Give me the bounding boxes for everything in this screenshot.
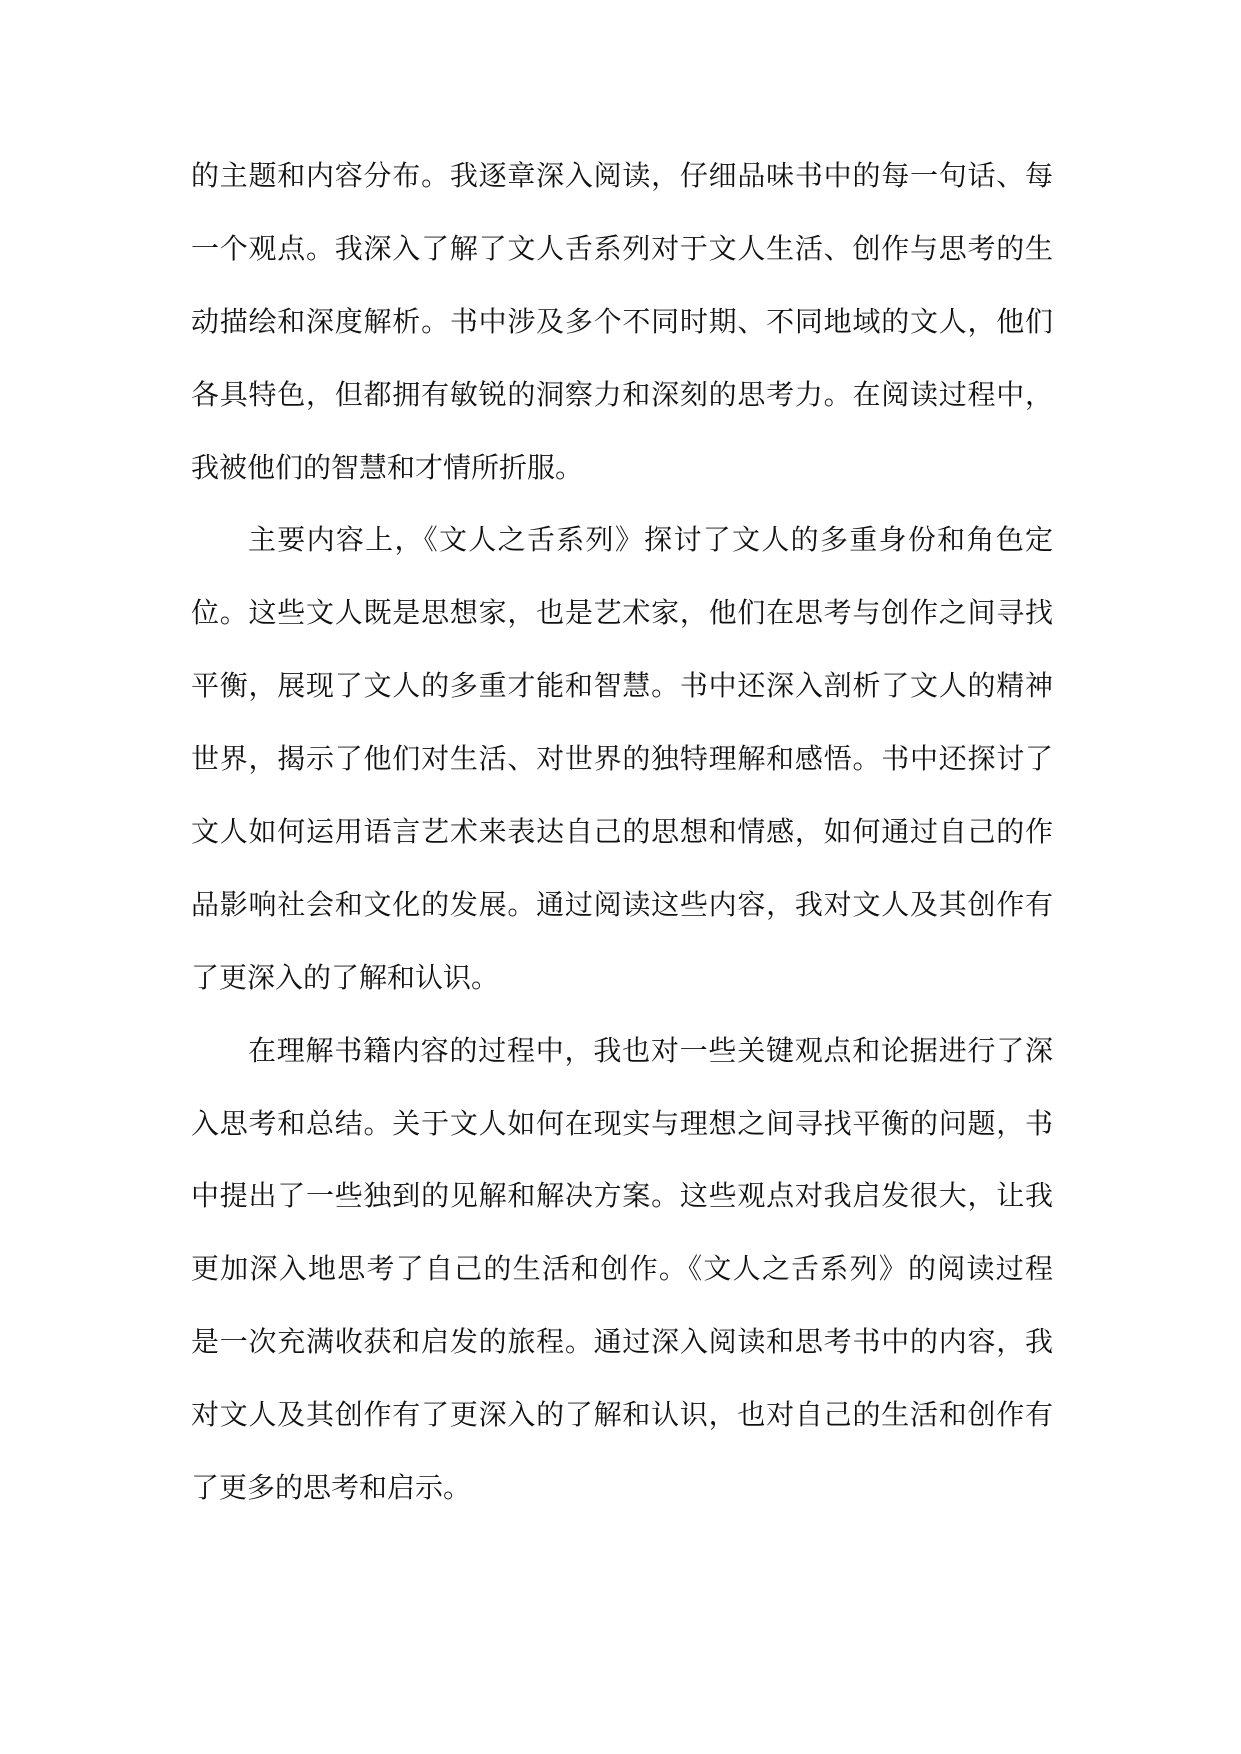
text-line: 的主题和内容分布。我逐章深入阅读，仔细品味书中的每一句话、每: [191, 159, 1053, 192]
text-line: 一个观点。我深入了解了文人舌系列对于文人生活、创作与思考的生: [191, 231, 1053, 265]
text-line: 文人如何运用语言艺术来表达自己的思想和情感，如何通过自己的作: [191, 815, 1053, 849]
text-line: 更加深入地思考了自己的生活和创作。《文人之舌系列》的阅读过程: [191, 1252, 1053, 1286]
text-line: 在理解书籍内容的过程中，我也对一些关键观点和论据进行了深: [248, 1033, 1053, 1067]
paragraph-3: [191, 1015, 1053, 1525]
text-line: 了更深入的了解和认识。: [191, 960, 500, 994]
text-line: 是一次充满收获和启发的旅程。通过深入阅读和思考书中的内容，我: [191, 1325, 1053, 1359]
text-line: 世界，揭示了他们对生活、对世界的独特理解和感悟。书中还探讨了: [191, 742, 1053, 776]
text-line: 我被他们的智慧和才情所折服。: [191, 450, 584, 484]
text-line: 对文人及其创作有了更深入的了解和认识，也对自己的生活和创作有: [191, 1398, 1053, 1432]
text-line: 品影响社会和文化的发展。通过阅读这些内容，我对文人及其创作有: [191, 887, 1053, 921]
text-line: 入思考和总结。关于文人如何在现实与理想之间寻找平衡的问题，书: [191, 1106, 1053, 1140]
text-line: 了更多的思考和启示。: [191, 1471, 472, 1505]
text-line: 动描绘和深度解析。书中涉及多个不同时期、不同地域的文人，他们: [191, 304, 1053, 338]
body-text: [191, 140, 1053, 1525]
paragraph-2: [191, 504, 1053, 1014]
text-line: 各具特色，但都拥有敏锐的洞察力和深刻的思考力。在阅读过程中，: [191, 377, 1053, 411]
text-line: 平衡，展现了文人的多重才能和智慧。书中还深入剖析了文人的精神: [191, 669, 1053, 703]
paragraph-1: [191, 140, 1053, 504]
text-line: 中提出了一些独到的见解和解决方案。这些观点对我启发很大，让我: [191, 1179, 1053, 1213]
text-line: 主要内容上，《文人之舌系列》探讨了文人的多重身份和角色定: [248, 523, 1053, 557]
text-line: 位。这些文人既是思想家，也是艺术家，他们在思考与创作之间寻找: [191, 596, 1053, 630]
